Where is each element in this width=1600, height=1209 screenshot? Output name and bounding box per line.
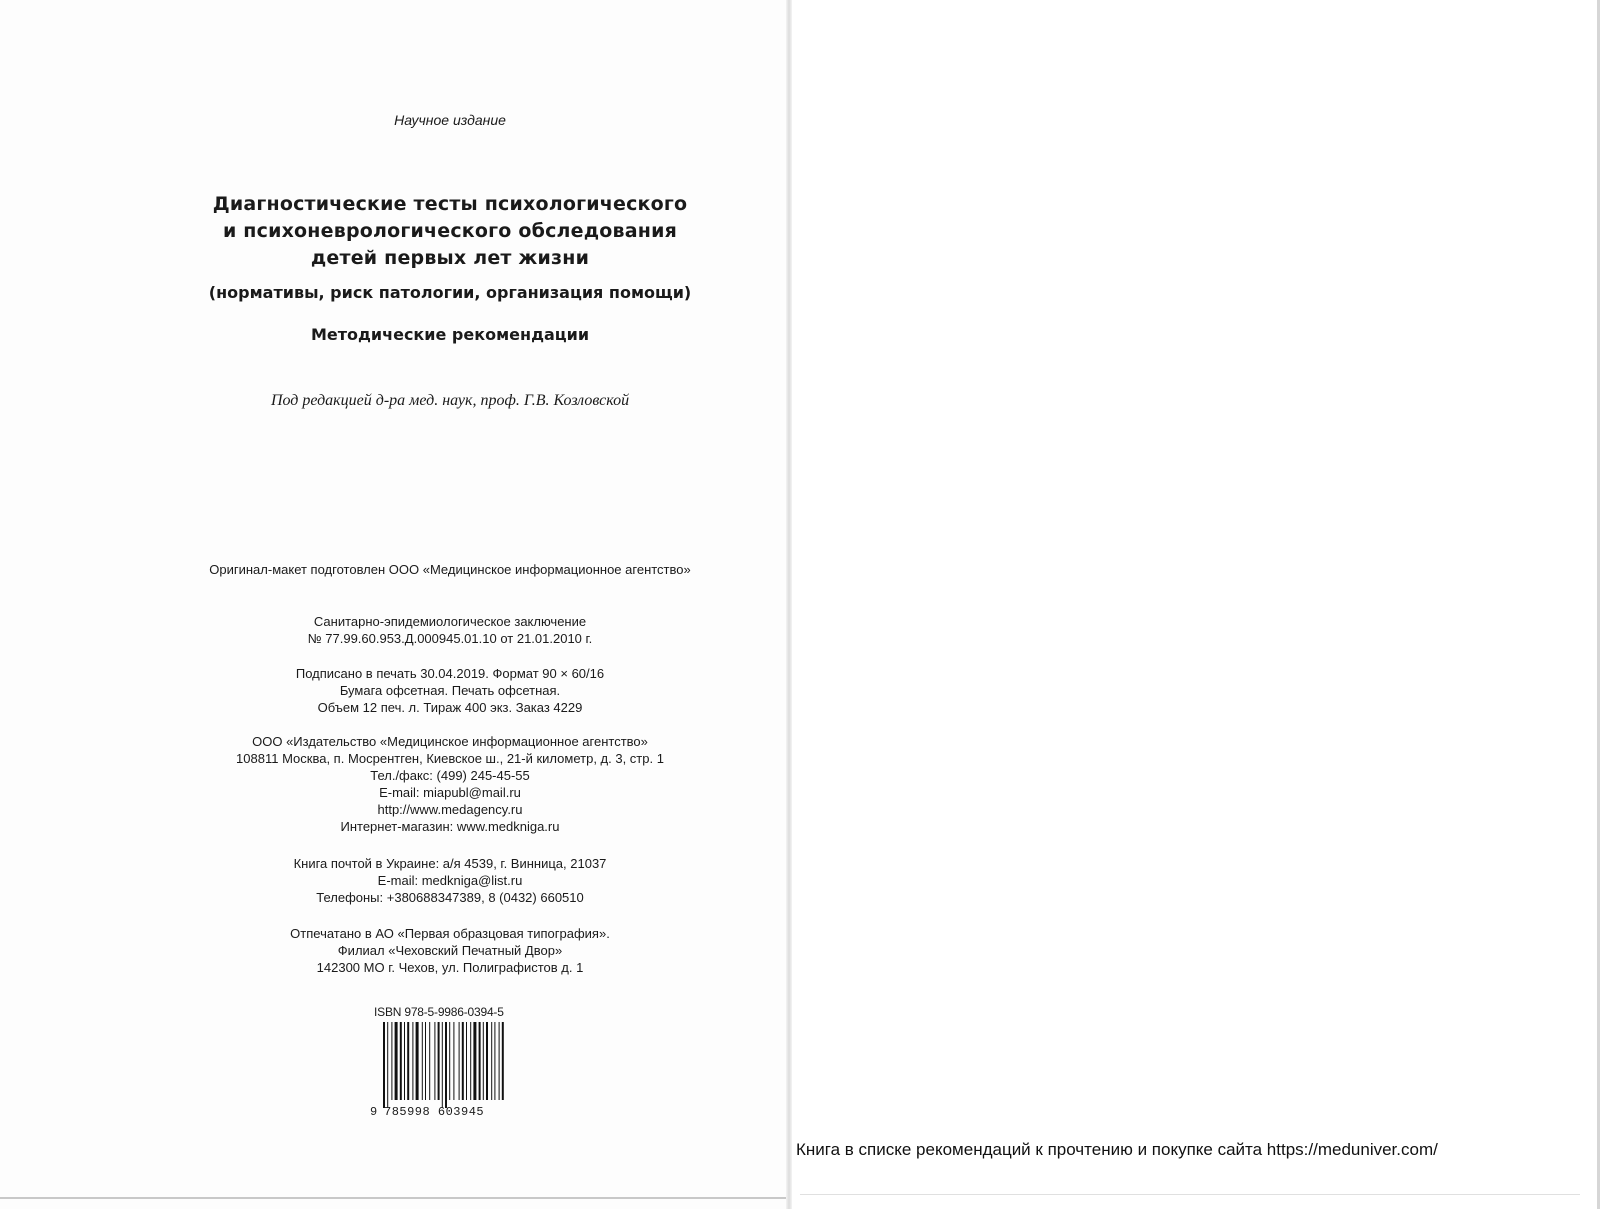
imprint-line: Филиал «Чеховский Печатный Двор» (337, 943, 563, 958)
page-edge (800, 1194, 1580, 1195)
imprint-line: Отпечатано в АО «Первая образцовая типография». (290, 926, 610, 941)
publisher-details (90, 733, 810, 835)
title-line: Диагностические тесты психологического (212, 193, 688, 215)
imprint-line: E-mail: medkniga@list.ru (377, 873, 523, 888)
imprint-line: Подписано в печать 30.04.2019. Формат 90 × 60/16 (295, 666, 605, 681)
page-edge (0, 1197, 790, 1199)
title-line: детей первых лет жизни (310, 247, 590, 269)
imprint-line: Книга почтой в Украине: а/я 4539, г. Винница, 21037 (293, 856, 607, 871)
sanitary-conclusion (90, 613, 810, 647)
barcode-number: 785998 603945 (384, 1105, 485, 1119)
isbn-barcode (370, 1005, 520, 1125)
book-subtitle: (нормативы, риск патологии, организация помощи) (208, 283, 692, 302)
left-page (0, 0, 790, 1209)
layout-credit: Оригинал-макет подготовлен ООО «Медицинское информационное агентство» (209, 562, 691, 577)
barcode-first-digit: 9 (370, 1105, 378, 1119)
imprint-line: № 77.99.60.953.Д.000945.01.10 от 21.01.2010 г. (307, 631, 593, 646)
isbn-label: ISBN 978-5-9986-0394-5 (374, 1005, 504, 1019)
editor-credit: Под редакцией д-ра мед. наук, проф. Г.В. Козловской (270, 392, 630, 409)
printing-details (90, 665, 810, 716)
right-page (792, 0, 1600, 1209)
imprint-line: Интернет-магазин: www.medkniga.ru (340, 819, 560, 834)
printer-details (90, 925, 810, 976)
imprint-line: Бумага офсетная. Печать офсетная. (339, 683, 561, 698)
book-genre: Методические рекомендации (310, 325, 590, 344)
barcode-icon (383, 1022, 511, 1108)
imprint-line: ООО «Издательство «Медицинское информационное агентство» (252, 734, 648, 749)
imprint-line: Тел./факс: (499) 245-45-55 (370, 768, 530, 783)
imprint-line: Телефоны: +380688347389, 8 (0432) 660510 (316, 890, 584, 905)
recommendation-note: Книга в списке рекомендаций к прочтению и покупке сайта https://meduniver.com/ (796, 1140, 1438, 1159)
title-line: и психоневрологического обследования (222, 220, 678, 242)
imprint-line: Объем 12 печ. л. Тираж 400 экз. Заказ 4229 (317, 700, 583, 715)
imprint-line: E-mail: miapubl@mail.ru (379, 785, 521, 800)
imprint-line: 142300 МО г. Чехов, ул. Полиграфистов д. 1 (316, 960, 584, 975)
edition-type: Научное издание (394, 112, 506, 128)
imprint-line: Санитарно-эпидемиологическое заключение (313, 614, 587, 629)
imprint-line: 108811 Москва, п. Мосрентген, Киевское ш., 21-й километр, д. 3, стр. 1 (236, 751, 664, 766)
ukraine-mail-order (90, 855, 810, 906)
imprint-line: http://www.medagency.ru (377, 802, 523, 817)
book-title (90, 191, 810, 272)
